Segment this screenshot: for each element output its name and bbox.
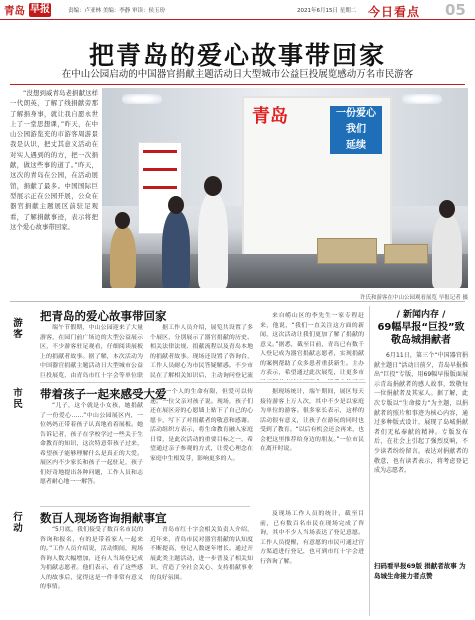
photo-banner-stripe <box>143 150 177 153</box>
photo-person <box>110 226 136 288</box>
photo-boxes <box>317 238 377 264</box>
photo-banner-stripe <box>143 186 177 189</box>
photo-person-head <box>168 196 184 214</box>
photo-lamp <box>402 94 442 104</box>
main-photo <box>102 88 468 288</box>
logo-box: 早报 <box>30 4 50 15</box>
article-divider <box>40 506 250 507</box>
article-title: 带着孩子一起来感受大爱 <box>40 387 167 401</box>
news-sidebar <box>374 307 468 615</box>
article-column: 来自崂山区的李先生一家专程赶来，他说，“我们一直关注这方面的新闻，这次活动让我们更加了解了捐献的意义。”据悉，截至目前，青岛已有数千人登记成为器官捐献志愿者，实现捐献的案例帮助了众多患者重获新生。主办方表示，希望通过此次展览，让更多市 <box>260 313 364 377</box>
article-title: 把青岛的爱心故事带回家 <box>40 309 167 323</box>
editor-credits: 责编：卢亚林 美编：李静 审读：侯玉玢 <box>68 8 165 14</box>
article-column: “儿子，这个就是小女孩，她捐献了一份爱心……”中山公园展区内，一位妈妈正带着孩子认真地看着展板。她告诉记者，孩子在学校学过一些关于生命教育的知识，这次特意带孩子过来，希望孩子能够理解什么是真正的大爱。展区内不少家长和孩子一起驻足，孩子们好奇地提出各种问题，工作人员和志愿者耐心地一一解答。 <box>40 403 143 486</box>
photo-banner-stripe <box>143 168 177 171</box>
board-slogan-line: 我们 <box>346 124 366 135</box>
article-column: 端午节假期，中山公园迎来了大量游客，在园门前广场边的大型公益展示区，不少游客驻足观看，仔细阅读展板上的捐献者故事。据了解，本次活动为中国器官捐献主题活动日大型城市公益巨投展览，由青岛市红十字会等单位联 <box>40 325 143 379</box>
board-slogan-line: 延续 <box>346 140 366 151</box>
photo-person-head <box>439 200 455 218</box>
photo-caption: 许氏和游客在中山公园观看展览 早报记者 摄 <box>360 295 468 301</box>
article-column: “5月底，我们接受了数百名市民的咨询和报名，有的是带着家人一起来的。”工作人员介绍说，活动期间，现场咨询人数大幅增加，还有人当场登记成为捐献志愿者。他们表示，看了这些感人的故事后，觉得这是一件非常有意义的事情。 <box>40 527 143 591</box>
board-title: 青岛 <box>252 106 288 127</box>
photo-person <box>198 192 228 288</box>
article-column: 及现场工作人员的统计，截至目前，已有数百名市民在现场完成了咨询，其中不少人当场表达了登记意愿。工作人员提醒，有意愿的市民可通过官方渠道进行登记，也可到市红十字会进行咨询了解。 <box>260 511 364 565</box>
article-column: 据现场统计，端午期间，展区每天接待游客上万人次，其中不少是以家庭为单位的游客。很多家长表示，这样的活动很有意义，让孩子在游玩的同时也受到了教育。“以后有机会还会再来，也会把这里推荐给身边的朋友。”一位市民在离开时说。 <box>260 389 364 453</box>
issue-date: 2021年6月15日 星期二 <box>297 8 357 14</box>
article-column: “一个人的生命有限，但爱可以传递。”一位父亲对孩子说。现场，孩子们还在展区旁的心愿墙上贴下了自己的心愿卡，写下了对捐献者的敬意和感谢。活动组织方表示，将生命教育融入家庭日常，是此次活动的重要目标之一，希望通过亲子参观的方式，让爱心理念在家庭中生根发芽，影响更多的人。 <box>150 389 253 462</box>
masthead <box>0 0 475 20</box>
photo-person-head <box>115 212 130 229</box>
photo-person <box>432 214 462 288</box>
article-column: 据工作人员介绍，展览共设置了多个展区，分别展示了器官捐献的历史、相关法律法规、捐献流程以及青岛本地的捐献者故事。现场还设置了咨询台，工作人员耐心为市民答疑解惑。不少市民在了解相关知识后，主动询问登记流 <box>150 325 253 379</box>
news-footer: 扫码看早报69版 捐献者故事 为岛城生命接力者点赞 <box>374 562 466 580</box>
news-body: 6月11日，第三个“中国器官捐献主题日”活动日前夕，青岛早报推出“巨投”专版，用69幅早报版面展示青岛捐献者的感人故事，致敬每一位捐献者及其家人。据了解，此次专版以“生命接力”为主题，以捐献者的照片和事迹为核心内容，通过多种版式设计，展现了岛城捐献者们无私奉献的精神。专版发布后，在社会上引起了强烈反响，不少读者纷纷留言，表达对捐献者的敬意，也有读者表示，将考虑登记成为志愿者。 <box>374 352 468 475</box>
page-subheadline: 在中山公园启动的中国器官捐献主题活动日大型城市公益巨投展览感动万名市民游客 <box>61 69 414 80</box>
section-rule <box>10 301 465 302</box>
photo-person <box>162 210 190 288</box>
side-label-citizens: 市 民 <box>13 388 23 410</box>
headline-rule <box>10 84 465 85</box>
board-slogan <box>330 106 382 154</box>
photo-lamp <box>122 94 162 104</box>
intro-paragraph: “没想到威青岛老捐献这样一代朗英，了解了线捐献旁那了解捐身事，就让我自愿永世上了一堂思想课，”昨天，在中山公园游览充的市游客周游景我是认识，把丈其意义活动在对实人遇到的的方，把一次捐献，做这些事的道了。”昨天，这次的青岛在公园，在活动展馆，捐献了最多。中国国际巨型展示正在公园开展，公众在器官捐献主题展区前驻足观看，了解捐献事迹，表示将把这个爱心故事带回家。 <box>10 89 98 231</box>
logo-text: 青岛 <box>4 5 25 17</box>
article-column: 青岛市红十字会相关负责人介绍，近年来，青岛市民对器官捐献的认知度不断提高，登记人数逐年增长。通过开展此类主题活动，进一步普及了相关知识，营造了全社会关心、支持捐献事业的良好氛围。 <box>150 527 253 581</box>
article-title: 数百人现场咨询捐献事宜 <box>40 511 167 525</box>
page-headline: 把青岛的爱心故事带回家 <box>88 41 386 70</box>
photo-boxes <box>384 244 428 264</box>
newspaper-logo <box>4 3 56 18</box>
news-tag: / 新闻内存 / <box>396 310 446 320</box>
page-number: 05 <box>445 1 466 19</box>
photo-person-head <box>204 176 222 196</box>
news-title: 69幅早报“巨投”致敬岛城捐献者 <box>377 322 465 346</box>
article-divider <box>40 382 366 383</box>
news-column-divider <box>369 306 370 616</box>
section-name: 今日看点 <box>368 5 421 19</box>
side-label-tourists: 游 客 <box>13 318 23 340</box>
side-label-action: 行 动 <box>13 512 23 534</box>
board-slogan-line: 一份爱心 <box>336 108 376 119</box>
